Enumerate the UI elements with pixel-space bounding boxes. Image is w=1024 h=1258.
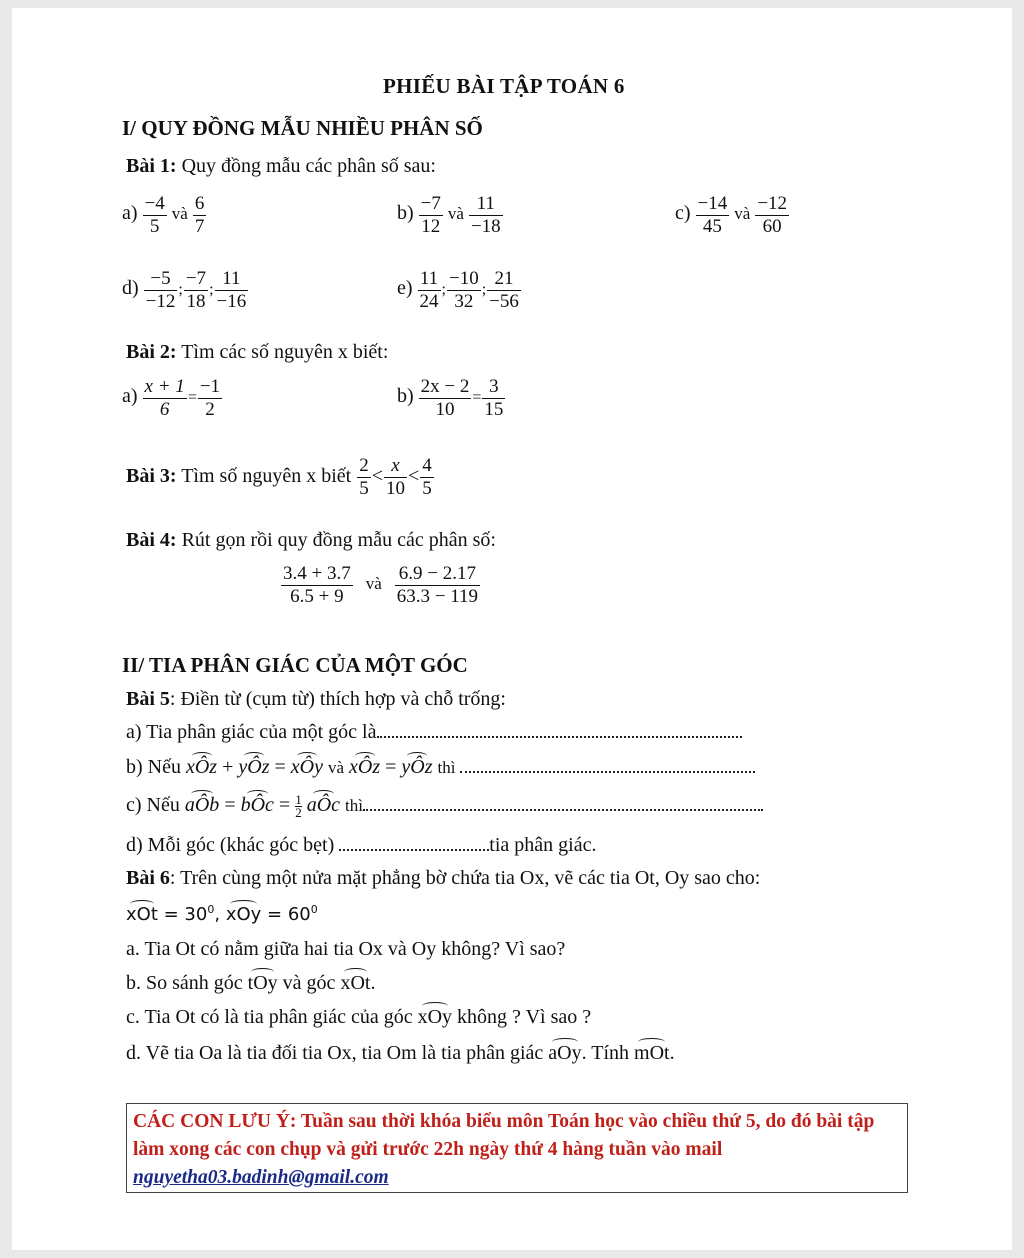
numerator: 11 [222, 268, 241, 289]
angle-aoc: aÔc [306, 794, 341, 817]
equals: = [278, 794, 291, 817]
denominator: 5 [143, 215, 167, 238]
denominator: 2 [198, 398, 222, 421]
teacher-note-box [126, 1103, 908, 1193]
angle-aob: aÔb [184, 794, 220, 817]
equals: = [385, 756, 397, 778]
angle-mot: mOt [634, 1042, 670, 1064]
angle-xoz: xÔz [185, 756, 218, 778]
numerator: 1 [295, 792, 302, 807]
bai5-b-pre: b) Nếu [126, 756, 181, 778]
bai1-text: Quy đồng mẫu các phân số sau: [181, 155, 436, 177]
then: thì [345, 796, 363, 816]
bai6-b-pre: b. So sánh góc [126, 972, 243, 994]
numerator: 2 [359, 455, 369, 476]
value-30: = 30 [163, 904, 208, 925]
numerator: 2x − 2 [420, 376, 470, 397]
equals: = [274, 756, 286, 778]
denominator: 10 [385, 478, 405, 499]
numerator: −5 [150, 268, 171, 289]
bai3-label: Bài 3: [126, 465, 177, 488]
bai2-heading [126, 341, 388, 364]
less-than: < [407, 465, 420, 488]
angle-toy: tOy [247, 972, 278, 994]
fraction [419, 193, 443, 238]
bai4-expr [280, 563, 481, 608]
fraction [193, 193, 207, 238]
bai1-b-label: b) [397, 202, 414, 225]
bai6-given [126, 903, 318, 925]
numerator: −14 [697, 193, 728, 214]
degree: 0 [207, 903, 215, 916]
bai4-heading [126, 529, 496, 552]
fraction [487, 268, 521, 313]
bai5-d-pre: d) Mỗi góc (khác góc bẹt) [126, 834, 335, 856]
fraction [198, 376, 222, 421]
fraction [395, 563, 480, 608]
bai2-a-label: a) [122, 385, 138, 408]
angle-xoy: xÔy [290, 756, 323, 778]
bai5-c-pre: c) Nếu [126, 794, 180, 817]
angle-aoy: aOy [548, 1042, 582, 1064]
degree: 0 [310, 903, 318, 916]
denominator: 15 [484, 399, 504, 420]
numerator: x + 1 [144, 376, 185, 397]
note-text: CÁC CON LƯU Ý: Tuần sau thời khóa biểu môn Toán học vào chiều thứ 5, do đó bài tập làm xong các con chụp và gửi trước 22h ngày thứ 4 hàng tuần vào mail [133, 1111, 875, 1160]
blank-line [363, 795, 763, 811]
denominator: 60 [755, 215, 789, 238]
separator: ; [481, 281, 487, 299]
bai2-text: Tìm các số nguyên x biết: [181, 341, 389, 363]
bai5-b [126, 756, 755, 779]
separator: ; [178, 281, 183, 299]
denominator: −12 [145, 291, 176, 312]
denominator: 24 [419, 291, 439, 312]
separator: ; [209, 281, 214, 299]
numerator: −1 [199, 376, 221, 397]
denominator: 6 [143, 398, 187, 421]
bai6-label: Bài 6 [126, 867, 170, 889]
bai1-e [397, 268, 522, 313]
bai1-c [675, 193, 790, 238]
fraction [447, 268, 481, 313]
denominator: 63.3 − 119 [396, 586, 479, 607]
comma: , [214, 904, 221, 925]
blank-line [339, 835, 489, 851]
bai6-text: : Trên cùng một nửa mặt phẳng bờ chứa tia Ox, vẽ các tia Ot, Oy sao cho: [169, 867, 761, 889]
numerator: −4 [144, 193, 165, 214]
bai1-e-label: e) [397, 277, 413, 300]
numerator: −7 [185, 268, 207, 289]
bai2-label: Bài 2: [126, 341, 177, 363]
bai5-a [126, 721, 742, 744]
denominator: −16 [216, 291, 247, 312]
bai4-text: Rút gọn rồi quy đồng mẫu các phân số: [181, 529, 496, 551]
denominator: −56 [489, 291, 519, 312]
denominator: 5 [359, 478, 369, 499]
angle-xoy: xOy [417, 1006, 453, 1028]
bai1-b [397, 193, 504, 238]
blank-line [377, 722, 742, 738]
fraction [143, 376, 187, 421]
denominator: 12 [419, 215, 443, 238]
conj-va: và [171, 204, 188, 224]
bai6-b-mid: và góc [282, 972, 336, 994]
page-title: PHIẾU BÀI TẬP TOÁN 6 [383, 74, 625, 98]
numerator: 11 [419, 268, 439, 289]
conj-va: và [365, 574, 382, 594]
bai6-c-pre: c. Tia Ot có là tia phân giác của góc [126, 1006, 413, 1028]
denominator: 6.5 + 9 [281, 585, 353, 608]
conj-va: và [447, 204, 464, 224]
fraction [419, 376, 472, 421]
angle-xoz: xÔz [349, 756, 381, 778]
then: thì [437, 758, 456, 777]
bai6-d [126, 1042, 675, 1065]
bai3 [126, 455, 435, 500]
bai6-d-mid: . Tính [581, 1042, 630, 1064]
bai2-b [397, 376, 506, 421]
numerator: 11 [476, 193, 495, 214]
bai1-a [122, 193, 207, 238]
numerator: x [391, 455, 400, 476]
bai2-b-label: b) [397, 385, 414, 408]
numerator: 3.4 + 3.7 [283, 563, 351, 584]
bai1-d [122, 268, 249, 313]
angle-xot: xOt [340, 972, 371, 994]
worksheet-page [12, 8, 1012, 1250]
angle-xot: xOt [126, 904, 158, 925]
bai1-label: Bài 1: [126, 155, 177, 177]
angle-yoz: yÔz [238, 756, 270, 778]
email-link[interactable]: nguyetha03.badinh@gmail.com [133, 1167, 389, 1188]
bai6-heading [126, 867, 760, 890]
bai1-d-label: d) [122, 277, 139, 300]
denominator: 7 [194, 216, 205, 237]
fraction [696, 193, 730, 238]
numerator: 6.9 − 2.17 [398, 563, 476, 584]
blank-line [460, 757, 755, 773]
fraction [469, 193, 503, 238]
bai6-c-end: không ? Vì sao ? [457, 1006, 592, 1028]
angle-yoz: yÔz [401, 756, 433, 778]
fraction [384, 455, 407, 500]
denominator: 18 [184, 290, 208, 313]
value-60: = 60 [267, 904, 311, 925]
fraction [482, 376, 505, 421]
bai6-b [126, 972, 375, 995]
bai1-c-label: c) [675, 202, 691, 225]
angle-boc: bÔc [240, 794, 274, 817]
plus: + [222, 756, 234, 778]
fraction [281, 563, 353, 608]
numerator: 6 [194, 193, 205, 214]
bai2-a [122, 376, 223, 421]
bai5-d-post: tia phân giác. [489, 834, 597, 856]
numerator: 3 [489, 376, 499, 397]
numerator: −10 [449, 268, 479, 289]
section-1-heading: I/ QUY ĐỒNG MẪU NHIỀU PHÂN SỐ [122, 116, 483, 140]
denominator: 2 [295, 805, 302, 820]
bai5-heading [126, 688, 506, 711]
period: . [669, 1042, 675, 1064]
fraction [215, 268, 249, 313]
fraction [184, 268, 208, 313]
bai1-heading [126, 155, 436, 178]
denominator: 5 [422, 478, 432, 499]
equals: = [472, 389, 482, 407]
bai5-d [126, 834, 596, 857]
numerator: 4 [422, 455, 432, 476]
bai1-a-label: a) [122, 202, 138, 225]
less-than: < [371, 465, 383, 488]
denominator: 32 [447, 290, 481, 313]
bai5-c [126, 794, 763, 819]
denominator: 45 [696, 215, 730, 238]
fraction [144, 268, 178, 313]
equals: = [224, 794, 236, 817]
equals: = [187, 389, 197, 407]
denominator: 10 [419, 398, 472, 421]
fraction [418, 268, 441, 313]
fraction-half [295, 794, 302, 819]
numerator: 21 [494, 268, 514, 289]
separator: ; [441, 281, 446, 299]
fraction [755, 193, 789, 238]
conj-va: và [734, 204, 751, 224]
bai5-a-text: a) Tia phân giác của một góc là [126, 721, 377, 743]
numerator: −12 [757, 193, 788, 214]
fraction [420, 455, 434, 500]
bai6-d-pre: d. Vẽ tia Oa là tia đối tia Ox, tia Om là tia phân giác [126, 1042, 544, 1064]
bai4-label: Bài 4: [126, 529, 177, 551]
period: . [370, 972, 376, 994]
section-2-heading: II/ TIA PHÂN GIÁC CỦA MỘT GÓC [122, 653, 468, 677]
bai5-label: Bài 5 [126, 688, 170, 710]
bai6-a: a. Tia Ot có nằm giữa hai tia Ox và Oy không? Vì sao? [126, 938, 566, 960]
denominator: −18 [470, 216, 501, 237]
bai5-text: : Điền từ (cụm từ) thích hợp và chỗ trống: [169, 688, 506, 710]
bai6-c [126, 1006, 591, 1029]
fraction [143, 193, 167, 238]
conj-va: và [327, 758, 345, 777]
angle-xoy: xOy [225, 904, 262, 925]
numerator: −7 [420, 193, 441, 214]
fraction [357, 455, 371, 500]
bai3-text: Tìm số nguyên x biết [181, 465, 352, 488]
